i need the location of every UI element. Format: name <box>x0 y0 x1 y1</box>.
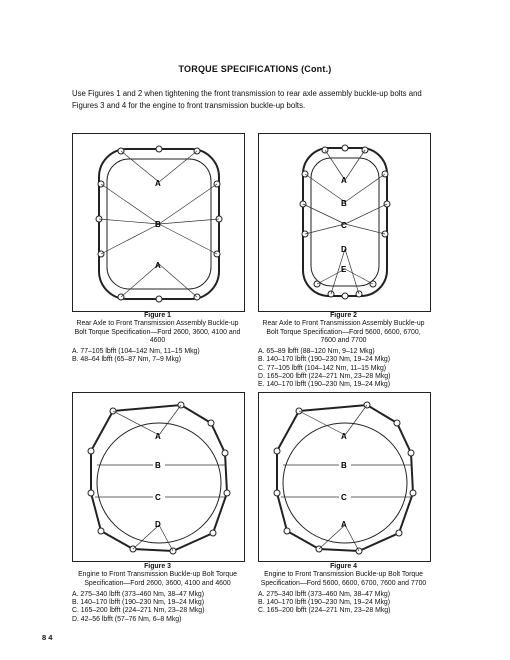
figure-2-spec-a: A. 65–89 lbfft (88–120 Nm, 9–12 Mkg) <box>258 348 375 356</box>
figure-2-caption <box>258 312 429 390</box>
figure-1-caption <box>72 312 243 365</box>
fig1-label-a-bottom: A <box>155 261 161 270</box>
figure-1-spec-a: A. 77–105 lbfft (104–142 Nm, 11–15 Mkg) <box>72 348 200 356</box>
figure-3-caption <box>72 563 243 624</box>
figure-3-diagram <box>72 392 245 562</box>
fig4-label-a-top: A <box>341 432 347 441</box>
figure-4-spec-a: A. 275–340 lbfft (373–460 Nm, 38–47 Mkg) <box>258 590 391 598</box>
figure-1-title: Figure 1 <box>144 312 171 319</box>
figure-3-spec-a: A. 275–340 lbfft (373–460 Nm, 38–47 Mkg) <box>72 590 205 598</box>
figure-2-spec-e: E. 140–170 lbfft (190–230 Nm, 19–24 Mkg) <box>258 381 391 389</box>
figure-2-drawing <box>259 134 430 311</box>
fig3-label-d: D <box>155 520 161 529</box>
figure-1-drawing <box>73 134 244 311</box>
fig2-label-a: A <box>341 176 347 185</box>
fig4-label-a-bottom: A <box>341 520 347 529</box>
figure-3-description: Engine to Front Transmission Buckle-up Bolt Torque Specification—Ford 2600, 3600, 4100 and 4600 <box>78 571 237 587</box>
figure-2-spec-b: B. 140–170 lbfft (190–230 Nm, 19–24 Mkg) <box>258 356 391 364</box>
figure-2-spec-c: C. 77–105 lbfft (104–142 Nm, 11–15 Mkg) <box>258 364 387 372</box>
fig2-label-d: D <box>341 245 347 254</box>
figure-4-caption <box>258 563 429 616</box>
figure-2-title: Figure 2 <box>330 312 357 319</box>
figure-2-description: Rear Axle to Front Transmission Assembly Buckle-up Bolt Torque Specification—Ford 5600, 6600, 6700, 7600 and 7700 <box>262 320 425 344</box>
figure-2-spec-d: D. 165–200 lbfft (224–271 Nm, 23–28 Mkg) <box>258 373 391 381</box>
page-number: 8 4 <box>42 633 53 642</box>
figure-3-title: Figure 3 <box>144 563 171 570</box>
figure-4-diagram <box>258 392 431 562</box>
figure-1-diagram <box>72 133 245 312</box>
figure-3-spec-d: D. 42–56 lbfft (57–76 Nm, 6–8 Mkg) <box>72 615 182 623</box>
page-title: TORQUE SPECIFICATIONS (Cont.) <box>178 64 332 74</box>
intro-paragraph: Use Figures 1 and 2 when tightening the front transmission to rear axle assembly buckle-up bolts and Figures 3 and 4 for the engine to front transmission buckle-up bolts. <box>72 89 422 110</box>
figure-3-spec-c: C. 165–200 lbfft (224–271 Nm, 23–28 Mkg) <box>72 607 205 615</box>
figure-2-diagram <box>258 133 431 312</box>
figure-1-description: Rear Axle to Front Transmission Assembly Buckle-up Bolt Torque Specification—Ford 2600, 3600, 4100 and 4600 <box>74 320 241 344</box>
figure-4-spec-c: C. 165–200 lbfft (224–271 Nm, 23–28 Mkg) <box>258 607 391 615</box>
figure-3-drawing <box>73 393 244 561</box>
fig1-label-a-top: A <box>155 179 161 188</box>
figure-3-spec-b: B. 140–170 lbfft (190–230 Nm, 19–24 Mkg) <box>72 599 205 607</box>
fig3-label-b: B <box>155 461 161 470</box>
figure-4-drawing <box>259 393 430 561</box>
figure-4-description: Engine to Front Transmission Buckle-up Bolt Torque Specification—Ford 5600, 6600, 6700, 7600 and 7700 <box>260 571 427 587</box>
fig4-label-c: C <box>341 493 347 502</box>
fig2-label-e: E <box>341 265 347 274</box>
fig4-label-b: B <box>341 461 347 470</box>
fig3-label-c: C <box>155 493 161 502</box>
figure-4-spec-b: B. 140–170 lbfft (190–230 Nm, 19–24 Mkg) <box>258 599 391 607</box>
fig3-label-a: A <box>155 432 161 441</box>
figure-1-spec-b: B. 48–64 lbfft (65–87 Nm, 7–9 Mkg) <box>72 356 182 364</box>
fig2-label-c: C <box>341 221 347 230</box>
figure-4-title: Figure 4 <box>330 563 357 570</box>
fig1-label-b: B <box>155 220 161 229</box>
fig2-label-b: B <box>341 199 347 208</box>
